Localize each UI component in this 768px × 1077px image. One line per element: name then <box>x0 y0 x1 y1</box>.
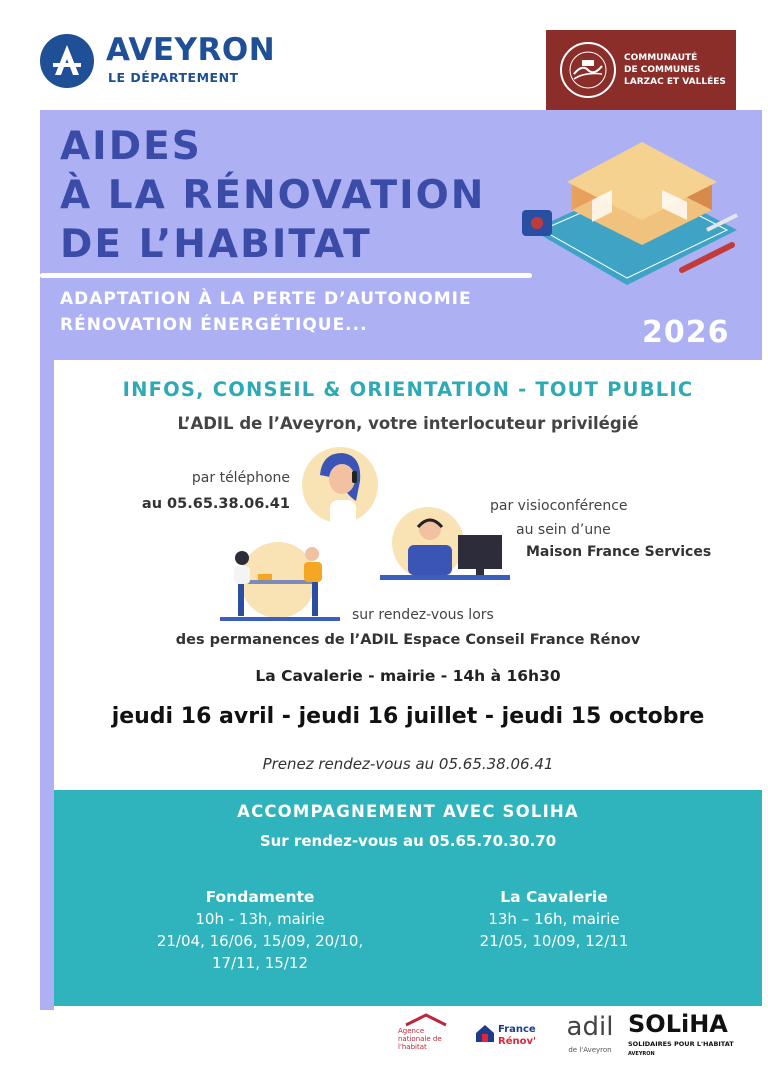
woman-phone-icon <box>300 445 380 535</box>
la-cavalerie-schedule <box>404 886 704 952</box>
soliha-phone: Sur rendez-vous au 05.65.70.30.70 <box>259 832 557 850</box>
phone-number: au 05.65.38.06.41 <box>141 496 290 512</box>
anah-roof-icon <box>404 1013 448 1027</box>
schedule-town: La Cavalerie <box>500 888 608 906</box>
permanences-label: des permanences de l’ADIL Espace Conseil France Rénov <box>175 632 641 648</box>
anah-logo: Agence nationale de l'habitat <box>398 1013 458 1061</box>
schedule-line: 10h - 13h, mairie <box>195 910 325 928</box>
adil-subtitle: L’ADIL de l’Aveyron, votre interlocuteur privilégié <box>177 414 639 433</box>
france-renov-house-icon <box>474 1022 496 1044</box>
rdv-label: sur rendez-vous lors <box>352 607 494 623</box>
aveyron-logo <box>40 30 300 90</box>
soliha-section <box>54 790 762 1006</box>
permanence-location: La Cavalerie - mairie - 14h à 16h30 <box>255 667 561 685</box>
left-accent-bar <box>40 360 54 1010</box>
aveyron-subtitle: LE DÉPARTEMENT <box>108 70 239 85</box>
video-call-icon <box>380 505 510 583</box>
schedule-line: 21/04, 16/06, 15/09, 20/10, <box>156 932 364 950</box>
page-title: AIDES À LA RÉNOVATION DE L’HABITAT <box>60 124 486 267</box>
aveyron-emblem-icon <box>40 34 94 88</box>
france-renov-logo: France Rénov' <box>474 1020 544 1060</box>
schedule-line: 21/05, 10/09, 12/11 <box>479 932 629 950</box>
appointment-phone: Prenez rendez-vous au 05.65.38.06.41 <box>262 755 554 773</box>
year-label: 2026 <box>642 315 730 350</box>
visio-label: par visioconférence <box>490 498 628 514</box>
communaute-name: COMMUNAUTÉ DE COMMUNES LARZAC ET VALLÉES <box>624 53 726 87</box>
communaute-logo <box>546 30 736 110</box>
visio-label-2: au sein d’une <box>516 522 611 538</box>
larzac-seal-icon <box>560 42 616 98</box>
schedule-line: 13h – 16h, mairie <box>488 910 620 928</box>
banner-divider <box>40 273 532 278</box>
schedule-town: Fondamente <box>205 888 315 906</box>
aveyron-name: AVEYRON <box>106 32 276 68</box>
adil-logo: adil de l'Aveyron <box>566 1012 614 1054</box>
banner-subtitle: ADAPTATION À LA PERTE D’AUTONOMIE RÉNOVATION ÉNERGÉTIQUE... <box>60 289 472 335</box>
meeting-icon <box>220 540 340 622</box>
soliha-logo: SOLiHA SOLIDAIRES POUR L'HABITAT AVEYRON <box>628 1010 734 1057</box>
maison-france-services: Maison France Services <box>526 544 712 560</box>
house-blueprint-icon <box>512 120 742 290</box>
infos-title: INFOS, CONSEIL & ORIENTATION - TOUT PUBLIC <box>122 378 694 401</box>
soliha-title: ACCOMPAGNEMENT AVEC SOLIHA <box>237 802 579 821</box>
schedule-line: 17/11, 15/12 <box>212 954 308 972</box>
fondamente-schedule <box>110 886 410 974</box>
title-banner <box>40 110 762 360</box>
phone-label: par téléphone <box>191 470 290 486</box>
permanence-dates: jeudi 16 avril - jeudi 16 juillet - jeudi 15 octobre <box>111 704 705 729</box>
